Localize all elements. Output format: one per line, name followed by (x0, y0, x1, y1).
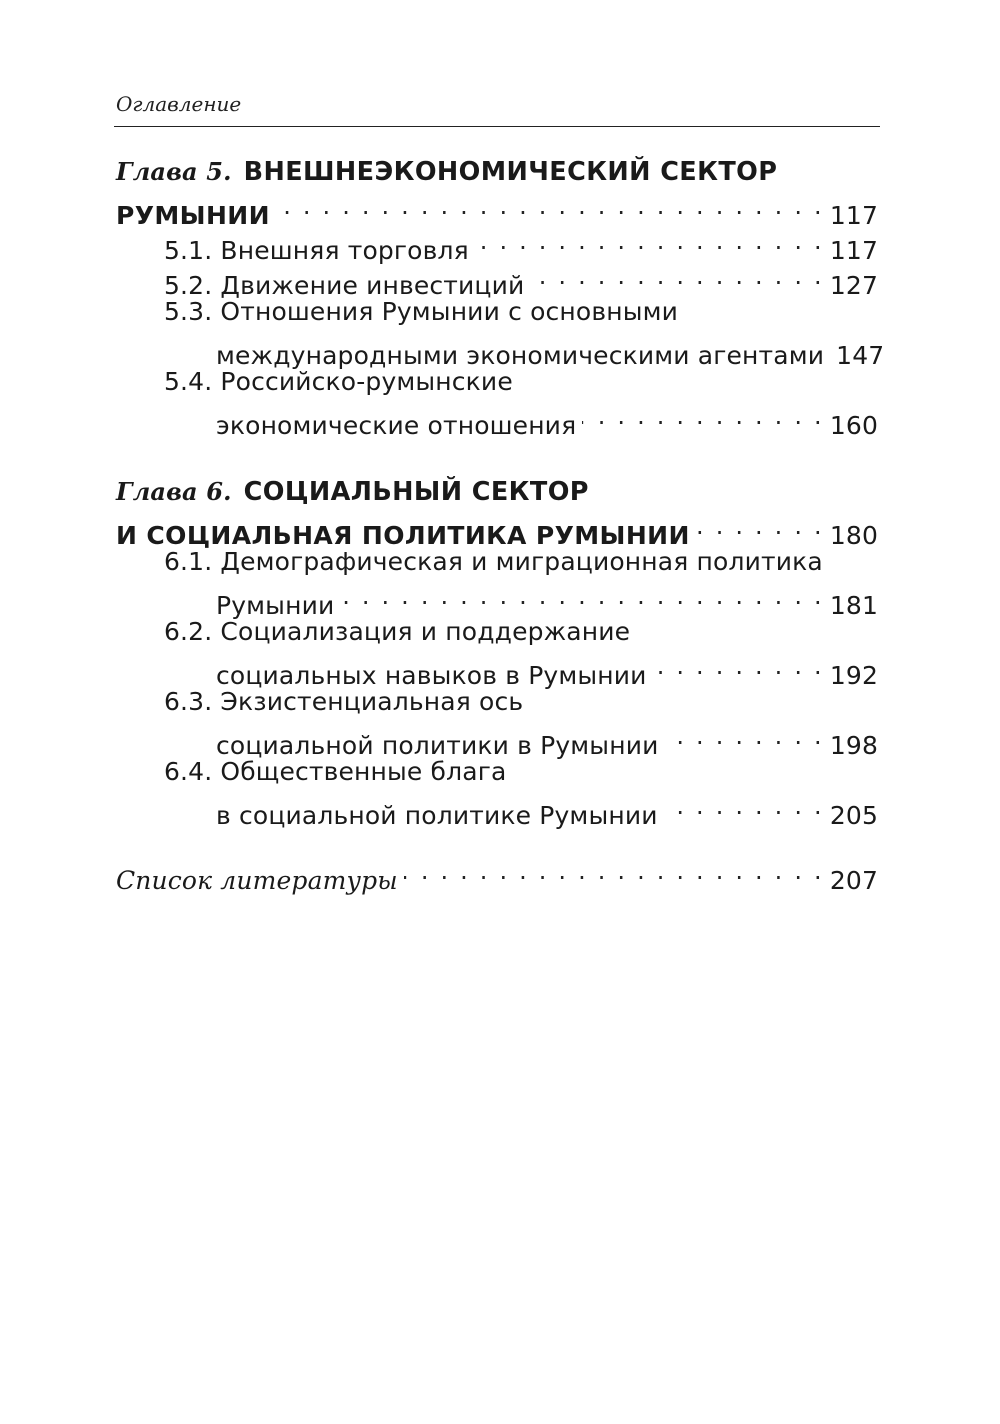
section-6-3-page: 198 (829, 731, 878, 760)
dot-leader (404, 854, 824, 889)
section-6-4-page: 205 (829, 801, 878, 830)
section-6-2[interactable] (116, 614, 878, 649)
section-6-2-title-line-2: социальных навыков в Румынии (216, 661, 647, 690)
section-6-3-title-line-2: социальной политики в Румынии (216, 731, 659, 760)
chapter-6-title-line-1: СОЦИАЛЬНЫЙ СЕКТОР (243, 477, 589, 507)
chapter-6-entry[interactable] (116, 509, 878, 550)
section-6-4-title-line-1: 6.4. Общественные блага (164, 757, 507, 786)
chapter-5-label: Глава 5. (116, 157, 232, 186)
header-rule (114, 126, 880, 127)
section-6-2-title-line-1: 6.2. Социализация и поддержание (164, 617, 631, 646)
section-6-3-title-line-1: 6.3. Экзистенциальная ось (164, 687, 524, 716)
section-6-3-continued[interactable] (116, 719, 878, 760)
section-6-1-page: 181 (829, 591, 878, 620)
section-5-2-page: 127 (829, 271, 878, 300)
chapter-5-heading[interactable] (116, 154, 878, 189)
section-5-3-page: 147 (836, 341, 885, 370)
chapter-6-page: 180 (829, 521, 878, 550)
chapter-5-title-line-1: ВНЕШНЕЭКОНОМИЧЕСКИЙ СЕКТОР (243, 157, 778, 187)
dot-leader (340, 579, 823, 614)
section-6-2-continued[interactable] (116, 649, 878, 690)
section-6-1[interactable] (116, 544, 878, 579)
dot-leader (582, 399, 824, 434)
section-5-4-title-line-1: 5.4. Российско-румынские (164, 367, 513, 396)
dot-leader (665, 719, 824, 754)
section-6-3[interactable] (116, 684, 878, 719)
dot-leader (664, 789, 824, 824)
table-of-contents (116, 154, 885, 895)
dot-leader (530, 259, 823, 294)
section-6-1-title-line-1: 6.1. Демографическая и миграционная политика (164, 547, 823, 576)
section-5-3[interactable] (116, 294, 878, 329)
chapter-5-title-line-2: РУМЫНИИ (116, 201, 270, 230)
running-head: Оглавление (116, 92, 242, 116)
section-5-4-page: 160 (829, 411, 878, 440)
section-5-2-title: 5.2. Движение инвестиций (164, 271, 525, 300)
section-6-1-title-line-2: Румынии (216, 591, 335, 620)
section-5-1-title: 5.1. Внешняя торговля (164, 236, 469, 265)
section-5-1-page: 117 (829, 236, 878, 265)
section-5-3-title-line-2: международными экономическими агентами (216, 341, 825, 370)
section-6-1-continued[interactable] (116, 579, 878, 620)
section-6-2-page: 192 (829, 661, 878, 690)
section-6-4[interactable] (116, 754, 878, 789)
dot-leader (276, 189, 824, 224)
section-5-3-continued[interactable] (116, 329, 885, 370)
section-5-4-continued[interactable] (116, 399, 878, 440)
section-5-3-title-line-1: 5.3. Отношения Румынии с основными (164, 297, 679, 326)
section-6-4-title-line-2: в социальной политике Румынии (216, 801, 658, 830)
chapter-5-page: 117 (829, 201, 878, 230)
chapter-5-entry[interactable] (116, 189, 878, 230)
bibliography-label: Список литературы (116, 866, 398, 895)
chapter-6-title-line-2: И СОЦИАЛЬНАЯ ПОЛИТИКА РУМЫНИИ (116, 521, 690, 550)
chapter-6-label: Глава 6. (116, 477, 232, 506)
dot-leader (653, 649, 824, 684)
dot-leader (696, 509, 824, 544)
bibliography-page: 207 (829, 866, 878, 895)
bibliography-entry[interactable] (116, 854, 878, 895)
section-6-4-continued[interactable] (116, 789, 878, 830)
section-5-4-title-line-2: экономические отношения (216, 411, 577, 440)
chapter-6-heading[interactable] (116, 474, 878, 509)
dot-leader (475, 224, 824, 259)
